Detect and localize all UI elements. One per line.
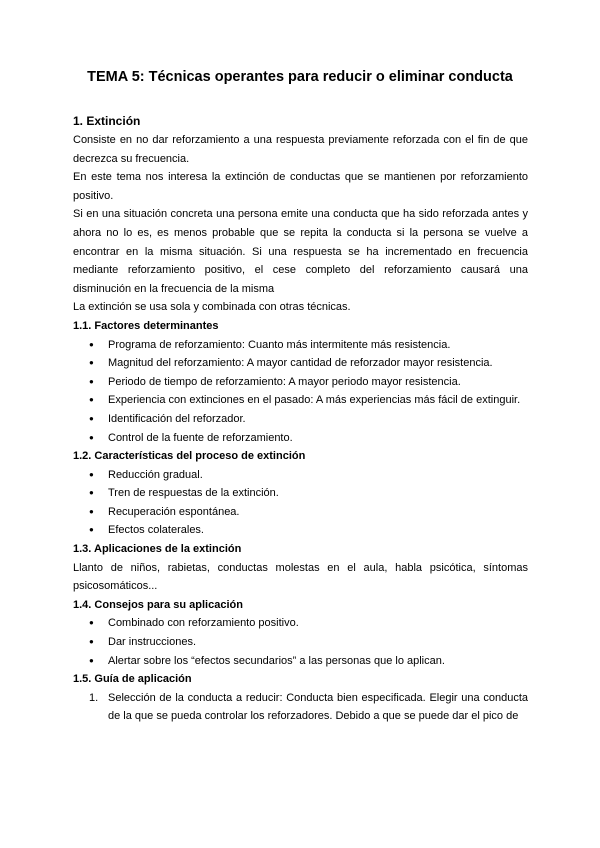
list-item: ● Programa de reforzamiento: Cuanto más intermitente más resistencia. [73,336,528,355]
bullet-list-consejos [73,614,528,670]
paragraph: En este tema nos interesa la extinción de conductas que se mantienen por reforzamiento positivo. [73,171,528,202]
list-item: ● Combinado con reforzamiento positivo. [73,614,528,633]
list-item: ● Periodo de tiempo de reforzamiento: A mayor periodo mayor resistencia. [73,373,528,392]
section-heading-extincion: 1. Extinción [73,114,141,128]
numbered-list-guia [73,689,528,726]
subsection-heading-factores: 1.1. Factores determinantes [73,319,219,332]
paragraph: Consiste en no dar reforzamiento a una respuesta previamente reforzada con el fin de que decrezca su frecuencia. [73,134,528,165]
list-item: ● Recuperación espontánea. [73,503,528,522]
list-item: ● Dar instrucciones. [73,633,528,652]
paragraph: Si en una situación concreta una persona emite una conducta que ha sido reforzada antes y ahora no lo es, es menos probable que se repita la conducta si la persona se vuelve a encontrar en la misma situación. Si una respuesta se ha incrementado en frecuencia mediante reforzamiento positivo, el cese completo del reforzamiento causará una disminución en la frecuencia de la misma [73,208,528,295]
list-item: ● Tren de respuestas de la extinción. [73,484,528,503]
document-title: TEMA 5: Técnicas operantes para reducir o eliminar conducta [87,69,513,85]
list-item: ● Experiencia con extinciones en el pasado: A más experiencias más fácil de extinguir. [73,391,528,410]
paragraph: La extinción se usa sola y combinada con otras técnicas. [73,301,351,314]
list-item: ● Control de la fuente de reforzamiento. [73,429,528,448]
list-item: ● Magnitud del reforzamiento: A mayor cantidad de reforzador mayor resistencia. [73,354,528,373]
bullet-list-caracteristicas [73,466,528,540]
subsection-heading-aplicaciones: 1.3. Aplicaciones de la extinción [73,543,242,556]
document-body [73,111,528,726]
list-item: ● Alertar sobre los “efectos secundarios” a las personas que lo aplican. [73,652,528,671]
list-item-text: Selección de la conducta a reducir: Conducta bien especificada. Elegir una conducta de la que se pueda controlar los reforzadores. Debido a que se puede dar el pico de [108,691,528,723]
numbered-list-item [73,689,528,726]
list-item: ● Efectos colaterales. [73,521,528,540]
list-number: 1. [89,691,99,704]
list-item: ● Identificación del reforzador. [73,410,528,429]
paragraph: Llanto de niños, rabietas, conductas molestas en el aula, habla psicótica, síntomas psicosomáticos... [73,561,528,593]
list-item: ● Reducción gradual. [73,466,528,485]
subsection-heading-guia: 1.5. Guía de aplicación [73,673,192,686]
subsection-heading-caracteristicas: 1.2. Características del proceso de extinción [73,450,306,463]
bullet-list-factores [73,336,528,448]
subsection-heading-consejos: 1.4. Consejos para su aplicación [73,598,243,611]
